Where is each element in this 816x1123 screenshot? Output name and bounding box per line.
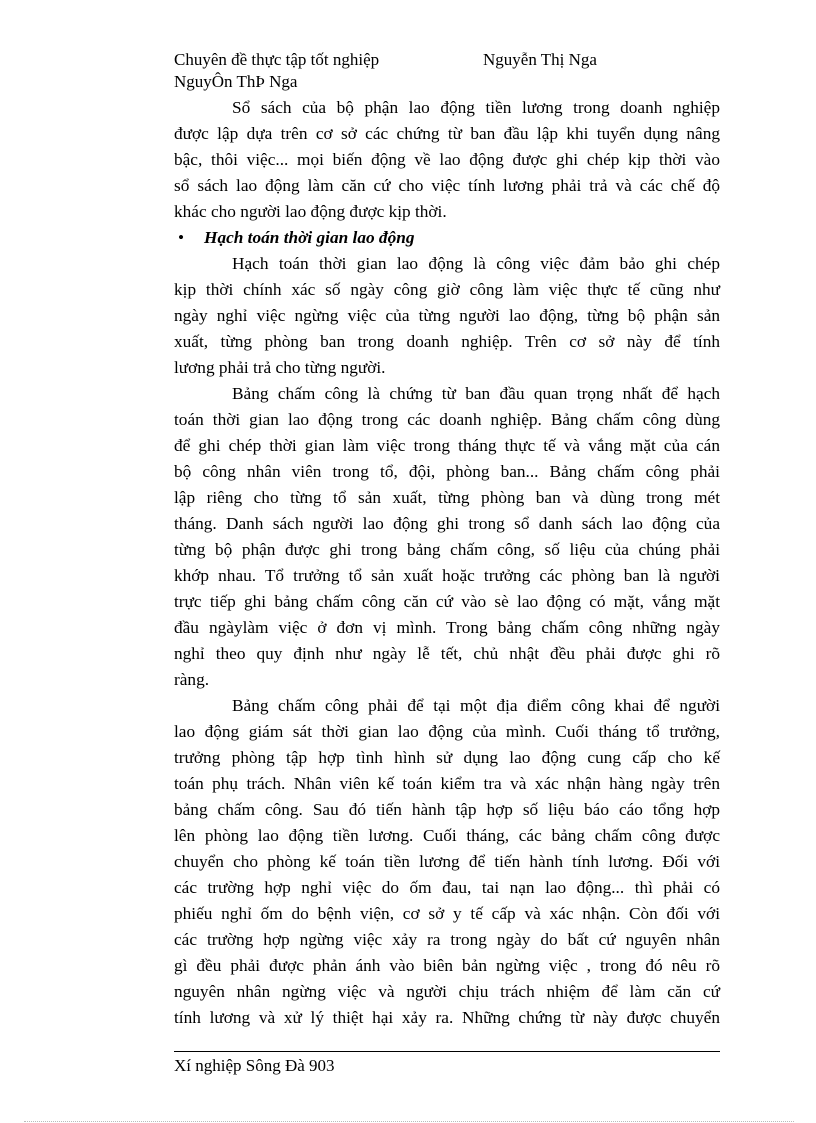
page-bottom-edge xyxy=(24,1121,794,1122)
text-line: phiếu nghỉ ốm do bệnh viện, cơ sở y tế cấp và xác nhận. Còn đối với xyxy=(174,904,720,923)
text-line: tính lương và xử lý thiệt hại xảy ra. Những chứng từ này được chuyển xyxy=(174,1008,720,1027)
body-text xyxy=(174,95,720,1031)
text-line: kịp thời chính xác số ngày công giờ công làm việc thực tế cũng như xyxy=(174,280,720,299)
header-title: Chuyên đề thực tập tốt nghiệp xyxy=(174,50,380,69)
text-line: các trường hợp nghỉ việc do ốm đau, tai nạn lao động... thì phải có xyxy=(174,878,720,897)
text-line: đầu ngàylàm việc ở đơn vị mình. Trong bảng chấm công những ngày xyxy=(174,618,720,637)
text-line: toán phụ trách. Nhân viên kế toán kiểm tra và xác nhận hàng ngày trên xyxy=(174,774,720,793)
section-heading-text: Hạch toán thời gian lao động xyxy=(204,228,415,247)
paragraph-1 xyxy=(174,95,720,225)
text-line: được lập dựa trên cơ sở các chứng từ ban đầu lập khi tuyển dụng nâng xyxy=(174,124,720,143)
text-line: bộ công nhân viên trong tổ, đội, phòng ban... Bảng chấm công phải xyxy=(174,462,720,481)
text-line: lên phòng lao động tiền lương. Cuối tháng, các bảng chấm công được xyxy=(174,826,720,845)
text-line: chuyển cho phòng kế toán tiền lương để tiến hành tính lương. Đối với xyxy=(174,852,720,871)
text-line: Bảng chấm công là chứng từ ban đầu quan trọng nhất để hạch xyxy=(232,384,720,403)
text-line: để ghi chép thời gian làm việc trong tháng thực tế và vắng mặt của cán xyxy=(174,436,720,455)
text-line: sổ sách lao động làm căn cứ cho việc tính lương phải trả và các chế độ xyxy=(174,176,720,195)
text-line: nguyên nhân ngừng việc và người chịu trách nhiệm để làm căn cứ xyxy=(174,982,720,1001)
text-line: toán thời gian lao động trong các doanh nghiệp. Bảng chấm công dùng xyxy=(174,410,720,429)
paragraph-2 xyxy=(174,251,720,381)
text-line: nghỉ theo quy định như ngày lễ tết, chủ nhật đều phải được ghi rõ xyxy=(174,644,720,663)
text-line: khác cho người lao động được kịp thời. xyxy=(174,202,447,221)
footer-text: Xí nghiệp Sông Đà 903 xyxy=(174,1056,335,1075)
text-line: từng bộ phận được ghi trong bảng chấm công, số liệu của chúng phải xyxy=(174,540,720,559)
text-line: Sổ sách của bộ phận lao động tiền lương trong doanh nghiệp xyxy=(232,98,720,117)
header-author: Nguyễn Thị Nga xyxy=(483,50,597,69)
text-line: bảng chấm công. Sau đó tiến hành tập hợp số liệu báo cáo tổng hợp xyxy=(174,800,720,819)
text-line: Bảng chấm công phải để tại một địa điểm công khai để người xyxy=(232,696,720,715)
text-line: ngày nghỉ việc ngừng việc của từng người lao động, từng bộ phận sản xyxy=(174,306,720,325)
footer-divider xyxy=(174,1051,720,1052)
section-heading xyxy=(174,225,720,251)
header-author-garbled: NguyÔn ThÞ Nga xyxy=(174,72,298,91)
text-line: lương phải trả cho từng người. xyxy=(174,358,386,377)
text-line: lao động giám sát thời gian lao động của mình. Cuối tháng tổ trưởng, xyxy=(174,722,720,741)
text-line: Hạch toán thời gian lao động là công việc đảm bảo ghi chép xyxy=(232,254,720,273)
text-line: trưởng phòng tập hợp tình hình sử dụng lao động cung cấp cho kế xyxy=(174,748,720,767)
text-line: tháng. Danh sách người lao động ghi trong sổ danh sách lao động của xyxy=(174,514,720,533)
bullet-icon: • xyxy=(178,228,185,247)
text-line: khớp nhau. Tổ trưởng tổ sản xuất hoặc trưởng các phòng ban là người xyxy=(174,566,720,585)
paragraph-3 xyxy=(174,381,720,693)
text-line: lập riêng cho từng tổ sản xuất, từng phòng ban và dùng trong mét xyxy=(174,488,720,507)
text-line: gì đều phải được phản ánh vào biên bản ngừng việc , trong đó nêu rõ xyxy=(174,956,720,975)
text-line: ràng. xyxy=(174,670,210,689)
text-line: xuất, từng phòng ban trong doanh nghiệp. Trên cơ sở này để tính xyxy=(174,332,720,351)
text-line: các trường hợp ngừng việc xảy ra trong ngày do bất cứ nguyên nhân xyxy=(174,930,720,949)
text-line: bậc, thôi việc... mọi biến động về lao động được ghi chép kịp thời vào xyxy=(174,150,720,169)
paragraph-4 xyxy=(174,693,720,1031)
text-line: trực tiếp ghi bảng chấm công căn cứ vào sè lao động có mặt, vắng mặt xyxy=(174,592,720,611)
